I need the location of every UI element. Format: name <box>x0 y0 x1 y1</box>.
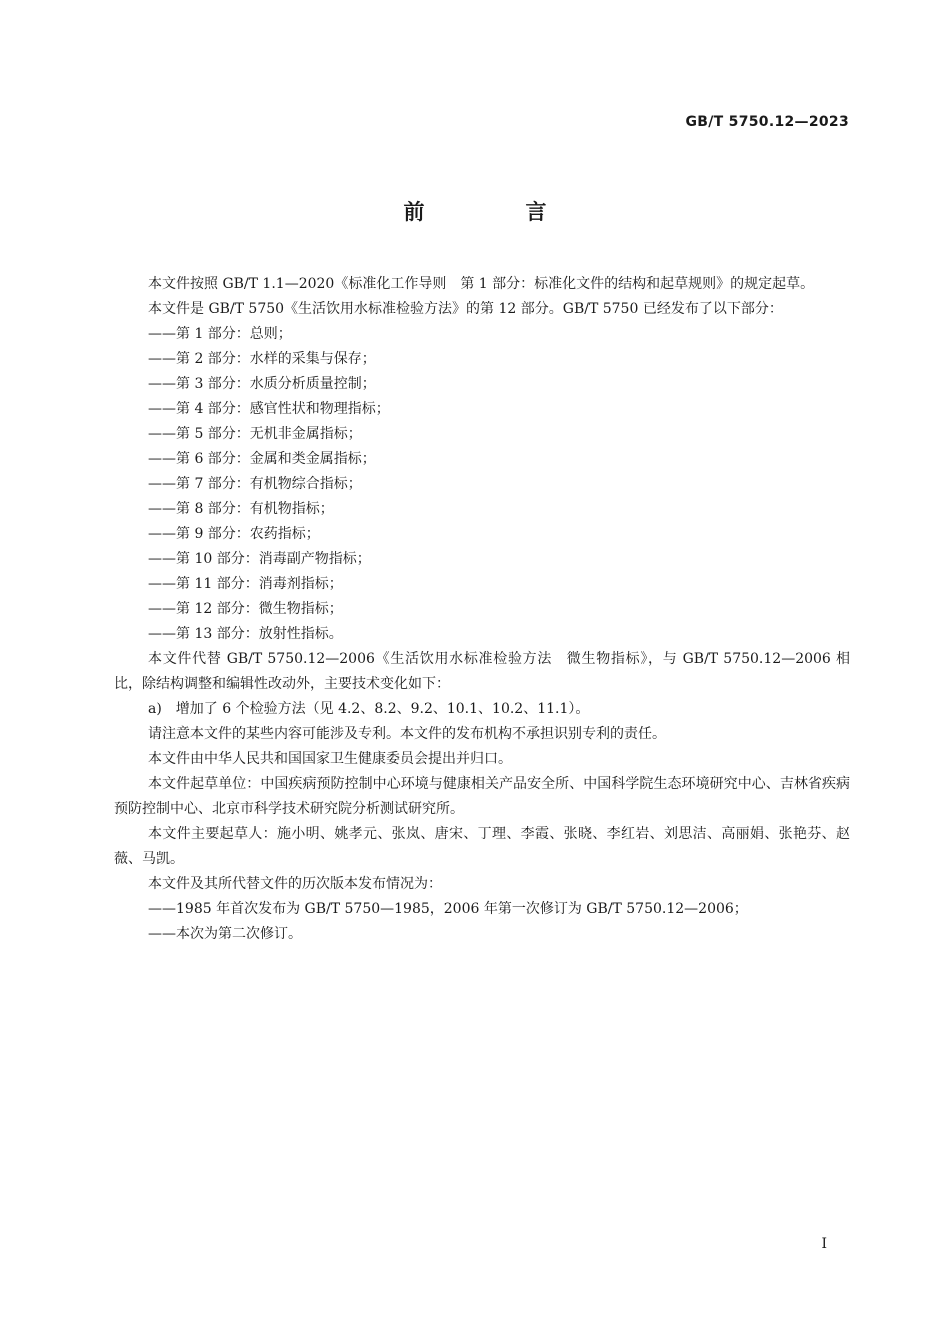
parts-list <box>114 322 850 647</box>
list-item: ——第 4 部分：感官性状和物理指标； <box>148 401 390 417</box>
drafters-paragraph: 本文件主要起草人：施小明、姚孝元、张岚、唐宋、丁理、李霞、张晓、李红岩、刘思洁、高丽娟、张艳芬、赵薇、马凯。 <box>114 826 850 867</box>
replace-paragraph: 本文件代替 GB/T 5750.12—2006《生活饮用水标准检验方法 微生物指标》，与 GB/T 5750.12—2006 相比，除结构调整和编辑性改动外，主要技术变化如下： <box>114 651 850 692</box>
list-item: ——第 2 部分：水样的采集与保存； <box>148 351 376 367</box>
list-item: ——第 1 部分：总则； <box>148 326 292 342</box>
list-item: ——第 13 部分：放射性指标。 <box>148 626 343 642</box>
list-item: ——第 7 部分：有机物综合指标； <box>148 476 362 492</box>
drafting-units-paragraph: 本文件起草单位：中国疾病预防控制中心环境与健康相关产品安全所、中国科学院生态环境研究中心、吉林省疾病预防控制中心、北京市科学技术研究院分析测试研究所。 <box>114 776 850 817</box>
list-item: ——第 9 部分：农药指标； <box>148 526 320 542</box>
intro-paragraph-2: 本文件是 GB/T 5750《生活饮用水标准检验方法》的第 12 部分。GB/T 5750 已经发布了以下部分： <box>148 301 783 317</box>
document-code: GB/T 5750.12—2023 <box>685 114 849 130</box>
change-item-a: a) 增加了 6 个检验方法（见 4.2、8.2、9.2、10.1、10.2、11.1）。 <box>148 701 590 717</box>
history-item: ——本次为第二次修订。 <box>148 926 302 942</box>
list-item: ——第 8 部分：有机物指标； <box>148 501 334 517</box>
proposer-paragraph: 本文件由中华人民共和国国家卫生健康委员会提出并归口。 <box>148 751 512 767</box>
patent-note: 请注意本文件的某些内容可能涉及专利。本文件的发布机构不承担识别专利的责任。 <box>148 726 666 742</box>
page-number: I <box>821 1236 827 1252</box>
list-item: ——第 11 部分：消毒剂指标； <box>148 576 343 592</box>
history-item: ——1985 年首次发布为 GB/T 5750—1985，2006 年第一次修订为 GB/T 5750.12—2006； <box>148 901 748 917</box>
list-item: ——第 12 部分：微生物指标； <box>148 601 343 617</box>
intro-paragraph-1: 本文件按照 GB/T 1.1—2020《标准化工作导则 第 1 部分：标准化文件的结构和起草规则》的规定起草。 <box>148 276 815 292</box>
history-intro: 本文件及其所代替文件的历次版本发布情况为： <box>148 876 442 892</box>
page-title: 前 言 <box>403 200 587 224</box>
foreword-body <box>114 272 850 947</box>
list-item: ——第 6 部分：金属和类金属指标； <box>148 451 376 467</box>
list-item: ——第 3 部分：水质分析质量控制； <box>148 376 376 392</box>
list-item: ——第 10 部分：消毒副产物指标； <box>148 551 371 567</box>
list-item: ——第 5 部分：无机非金属指标； <box>148 426 362 442</box>
